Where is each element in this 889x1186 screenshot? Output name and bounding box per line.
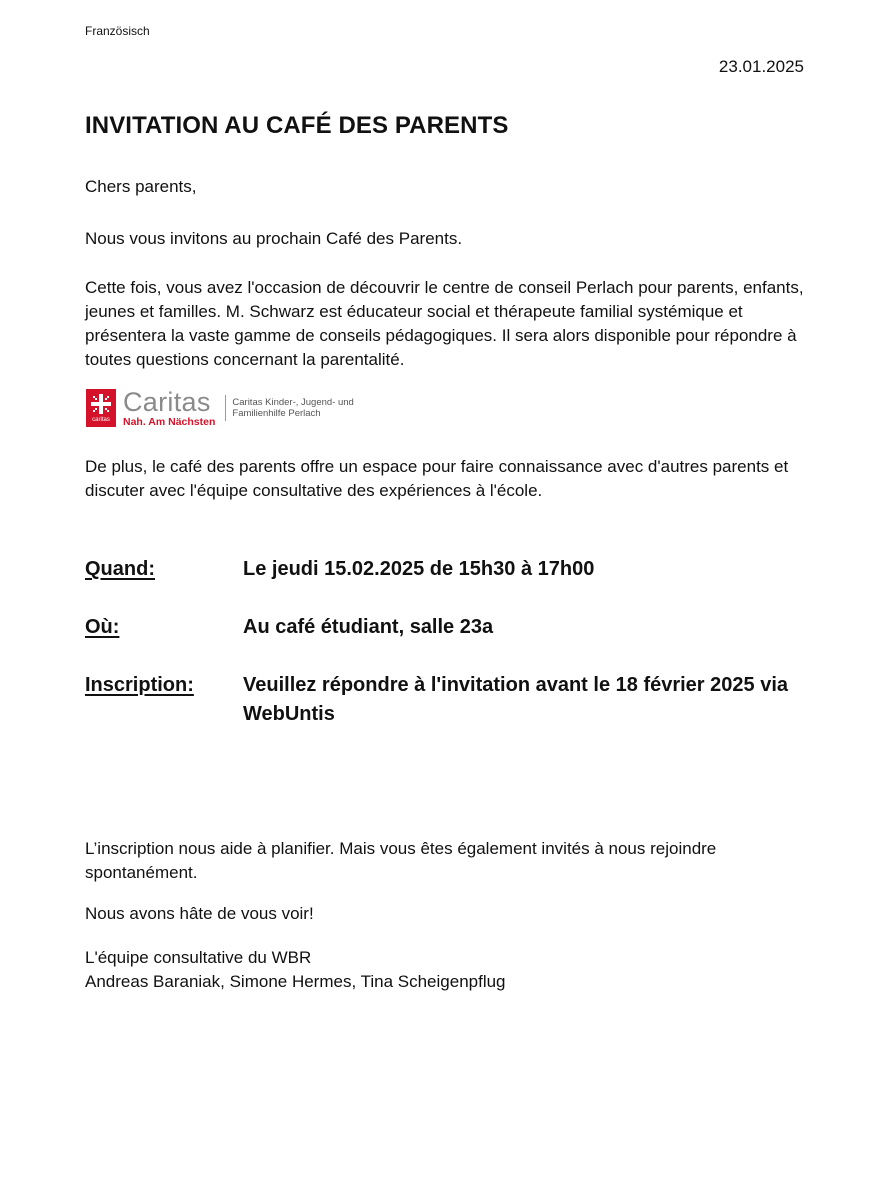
- logo-words: [123, 386, 216, 428]
- document-title: INVITATION AU CAFÉ DES PARENTS: [85, 112, 509, 139]
- greeting: Chers parents,: [85, 177, 197, 196]
- closing-line: Nous avons hâte de vous voir!: [85, 904, 314, 923]
- where-label: Où:: [85, 616, 120, 638]
- logo-divider: [225, 395, 226, 421]
- where-value: Au café étudiant, salle 23a: [243, 616, 494, 638]
- logo-org-line1: Caritas Kinder-, Jugend- und: [232, 397, 354, 408]
- logo-slogan: Nah. Am Nächsten: [123, 415, 216, 428]
- logo-name: Caritas: [123, 386, 211, 417]
- intro-paragraph: Nous vous invitons au prochain Café des Parents.: [85, 229, 463, 248]
- logo-org-line2: Familienhilfe Perlach: [232, 408, 321, 419]
- registration-value: Veuillez répondre à l'invitation avant le 18 février 2025 via WebUntis: [243, 674, 788, 725]
- note-paragraph: L’inscription nous aide à planifier. Mais vous êtes également invités à nous rejoindre spontanément.: [85, 839, 717, 882]
- header-label: Französisch: [85, 24, 150, 38]
- caritas-logo: [86, 388, 354, 428]
- logo-mark-text: caritas: [92, 417, 110, 423]
- when-label: Quand:: [85, 558, 155, 580]
- caritas-cross-icon: [86, 389, 116, 427]
- when-value: Le jeudi 15.02.2025 de 15h30 à 17h00: [243, 558, 595, 580]
- signature-block: [85, 946, 810, 994]
- signature-names: Andreas Baraniak, Simone Hermes, Tina Scheigenpflug: [85, 972, 506, 991]
- registration-label: Inscription:: [85, 674, 194, 696]
- logo-org-name: [232, 397, 353, 419]
- document-date: 23.01.2025: [718, 57, 804, 76]
- signature-team: L'équipe consultative du WBR: [85, 948, 312, 967]
- details-paragraph: Cette fois, vous avez l'occasion de découvrir le centre de conseil Perlach pour parents, enfants, jeunes et familles. M. Schwarz est éducateur social et thérapeute familial systémique et présentera la vaste gamme de conseils pédagogiques. Il sera alors disponible pour répondre à toutes questions concernant la parentalité.: [85, 278, 804, 369]
- extra-paragraph: De plus, le café des parents offre un espace pour faire connaissance avec d'autres parents et discuter avec l'équipe consultative des expériences à l'école.: [85, 457, 789, 500]
